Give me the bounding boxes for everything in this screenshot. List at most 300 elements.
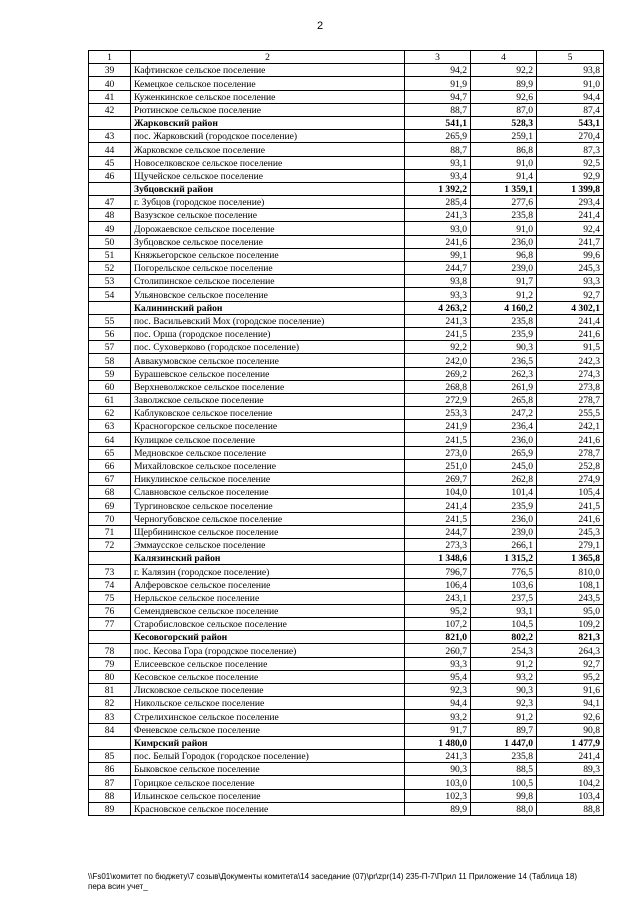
value-col5: 273,8	[537, 380, 604, 393]
row-name: Зубцовское сельское поселение	[131, 235, 405, 248]
value-col5: 103,4	[537, 789, 604, 802]
value-col4: 261,9	[471, 380, 537, 393]
district-row	[89, 552, 604, 565]
row-number: 44	[89, 143, 131, 156]
value-col4: 93,2	[471, 670, 537, 683]
value-col5: 245,3	[537, 262, 604, 275]
row-number: 48	[89, 209, 131, 222]
row-number: 78	[89, 644, 131, 657]
value-col3: 104,0	[405, 486, 471, 499]
table-row	[89, 380, 604, 393]
value-col5: 274,9	[537, 473, 604, 486]
row-name: г. Калязин (городское поселение)	[131, 565, 405, 578]
table-row	[89, 90, 604, 103]
value-col5: 1 477,9	[537, 736, 604, 749]
value-col4: 88,5	[471, 763, 537, 776]
value-col5: 241,4	[537, 314, 604, 327]
value-col4: 90,3	[471, 684, 537, 697]
value-col5: 241,7	[537, 235, 604, 248]
value-col5: 243,5	[537, 591, 604, 604]
row-number: 54	[89, 288, 131, 301]
row-name: Куженкинское сельское поселение	[131, 90, 405, 103]
value-col5: 90,8	[537, 723, 604, 736]
table-row	[89, 525, 604, 538]
table-row	[89, 776, 604, 789]
row-number: 79	[89, 657, 131, 670]
row-number: 66	[89, 459, 131, 472]
table-row	[89, 327, 604, 340]
value-col3: 89,9	[405, 802, 471, 815]
value-col4: 262,8	[471, 473, 537, 486]
value-col3: 241,5	[405, 512, 471, 525]
row-name: Рютинское сельское поселение	[131, 103, 405, 116]
value-col3: 243,1	[405, 591, 471, 604]
table-row	[89, 143, 604, 156]
row-name: Кесовогорский район	[131, 631, 405, 644]
row-name: пос. Жарковский (городское поселение)	[131, 130, 405, 143]
row-number: 60	[89, 380, 131, 393]
table-row	[89, 710, 604, 723]
value-col4: 93,1	[471, 604, 537, 617]
value-col3: 269,7	[405, 473, 471, 486]
value-col3: 244,7	[405, 262, 471, 275]
row-name: Елисеевское сельское поселение	[131, 657, 405, 670]
value-col5: 278,7	[537, 393, 604, 406]
value-col4: 265,9	[471, 446, 537, 459]
value-col3: 94,7	[405, 90, 471, 103]
row-number: 55	[89, 314, 131, 327]
value-col4: 96,8	[471, 248, 537, 261]
table-row	[89, 209, 604, 222]
row-number	[89, 552, 131, 565]
row-number: 89	[89, 802, 131, 815]
value-col3: 95,2	[405, 604, 471, 617]
value-col3: 253,3	[405, 407, 471, 420]
value-col3: 272,9	[405, 393, 471, 406]
value-col3: 241,3	[405, 749, 471, 762]
value-col5: 245,3	[537, 525, 604, 538]
row-number: 46	[89, 169, 131, 182]
row-name: Верхневолжское сельское поселение	[131, 380, 405, 393]
value-col3: 93,8	[405, 275, 471, 288]
row-name: Черногубовское сельское поселение	[131, 512, 405, 525]
row-number: 68	[89, 486, 131, 499]
value-col3: 821,0	[405, 631, 471, 644]
row-name: Нерльское сельское поселение	[131, 591, 405, 604]
row-number: 62	[89, 407, 131, 420]
budget-table	[88, 50, 604, 816]
table-row	[89, 697, 604, 710]
value-col3: 95,4	[405, 670, 471, 683]
value-col3: 94,4	[405, 697, 471, 710]
table-row	[89, 789, 604, 802]
table-row	[89, 604, 604, 617]
value-col4: 776,5	[471, 565, 537, 578]
row-name: Славновское сельское поселение	[131, 486, 405, 499]
table-header-row	[89, 51, 604, 64]
row-number: 71	[89, 525, 131, 538]
table-row	[89, 169, 604, 182]
row-name: Кулицкое сельское поселение	[131, 433, 405, 446]
table-row	[89, 473, 604, 486]
table-row	[89, 341, 604, 354]
table-row	[89, 103, 604, 116]
value-col4: 88,0	[471, 802, 537, 815]
row-number: 42	[89, 103, 131, 116]
row-number: 73	[89, 565, 131, 578]
value-col5: 92,9	[537, 169, 604, 182]
row-name: Медновское сельское поселение	[131, 446, 405, 459]
value-col4: 91,0	[471, 222, 537, 235]
table-row	[89, 749, 604, 762]
value-col4: 239,0	[471, 525, 537, 538]
value-col5: 91,0	[537, 77, 604, 90]
row-number: 51	[89, 248, 131, 261]
value-col4: 91,2	[471, 288, 537, 301]
value-col5: 92,5	[537, 156, 604, 169]
value-col5: 293,4	[537, 196, 604, 209]
row-name: Лисковское сельское поселение	[131, 684, 405, 697]
value-col3: 273,0	[405, 446, 471, 459]
table-row	[89, 723, 604, 736]
value-col3: 99,1	[405, 248, 471, 261]
value-col3: 93,3	[405, 288, 471, 301]
value-col5: 105,4	[537, 486, 604, 499]
row-name: Никольское сельское поселение	[131, 697, 405, 710]
table-row	[89, 486, 604, 499]
value-col3: 1 392,2	[405, 182, 471, 195]
value-col3: 94,2	[405, 64, 471, 77]
row-name: Щучейское сельское поселение	[131, 169, 405, 182]
row-name: Кесовское сельское поселение	[131, 670, 405, 683]
value-col4: 101,4	[471, 486, 537, 499]
value-col5: 1 365,8	[537, 552, 604, 565]
value-col3: 1 480,0	[405, 736, 471, 749]
value-col4: 91,7	[471, 275, 537, 288]
value-col3: 269,2	[405, 367, 471, 380]
value-col4: 528,3	[471, 116, 537, 129]
row-name: Феневское сельское поселение	[131, 723, 405, 736]
row-name: пос. Кесова Гора (городское поселение)	[131, 644, 405, 657]
table-row	[89, 446, 604, 459]
row-name: Никулинское сельское поселение	[131, 473, 405, 486]
table-row	[89, 433, 604, 446]
value-col5: 91,5	[537, 341, 604, 354]
row-name: Тургиновское сельское поселение	[131, 499, 405, 512]
table-row	[89, 578, 604, 591]
value-col4: 100,5	[471, 776, 537, 789]
value-col3: 92,3	[405, 684, 471, 697]
value-col5: 242,3	[537, 354, 604, 367]
value-col3: 91,9	[405, 77, 471, 90]
row-number: 45	[89, 156, 131, 169]
table-row	[89, 275, 604, 288]
value-col3: 241,3	[405, 314, 471, 327]
value-col3: 541,1	[405, 116, 471, 129]
table-row	[89, 565, 604, 578]
value-col5: 89,3	[537, 763, 604, 776]
row-number: 59	[89, 367, 131, 380]
row-name: Семендяевское сельское поселение	[131, 604, 405, 617]
row-name: Зубцовский район	[131, 182, 405, 195]
value-col3: 241,6	[405, 235, 471, 248]
value-col5: 241,6	[537, 433, 604, 446]
row-number: 75	[89, 591, 131, 604]
table-row	[89, 77, 604, 90]
value-col3: 4 263,2	[405, 301, 471, 314]
table-row	[89, 393, 604, 406]
value-col4: 4 160,2	[471, 301, 537, 314]
row-name: Алферовское сельское поселение	[131, 578, 405, 591]
value-col4: 1 447,0	[471, 736, 537, 749]
value-col4: 254,3	[471, 644, 537, 657]
value-col5: 255,5	[537, 407, 604, 420]
district-row	[89, 116, 604, 129]
row-number: 81	[89, 684, 131, 697]
value-col4: 235,9	[471, 499, 537, 512]
value-col5: 241,4	[537, 749, 604, 762]
row-number: 85	[89, 749, 131, 762]
value-col5: 95,0	[537, 604, 604, 617]
value-col3: 796,7	[405, 565, 471, 578]
value-col4: 92,6	[471, 90, 537, 103]
row-number: 88	[89, 789, 131, 802]
table-row	[89, 354, 604, 367]
district-row	[89, 736, 604, 749]
value-col4: 277,6	[471, 196, 537, 209]
row-number: 74	[89, 578, 131, 591]
value-col4: 104,5	[471, 618, 537, 631]
table-row	[89, 248, 604, 261]
row-name: Жарковское сельское поселение	[131, 143, 405, 156]
row-name: пос. Суховерково (городское поселение)	[131, 341, 405, 354]
table-row	[89, 222, 604, 235]
row-name: пос. Васильевский Мох (городское поселение)	[131, 314, 405, 327]
table-row	[89, 657, 604, 670]
row-name: Красногорское сельское поселение	[131, 420, 405, 433]
row-name: пос. Орша (городское поселение)	[131, 327, 405, 340]
row-number: 58	[89, 354, 131, 367]
value-col3: 241,4	[405, 499, 471, 512]
value-col3: 241,9	[405, 420, 471, 433]
value-col4: 92,2	[471, 64, 537, 77]
value-col3: 103,0	[405, 776, 471, 789]
table-row	[89, 314, 604, 327]
row-number: 52	[89, 262, 131, 275]
value-col4: 239,0	[471, 262, 537, 275]
value-col4: 103,6	[471, 578, 537, 591]
row-name: Жарковский район	[131, 116, 405, 129]
value-col5: 93,3	[537, 275, 604, 288]
value-col5: 543,1	[537, 116, 604, 129]
value-col5: 270,4	[537, 130, 604, 143]
table-row	[89, 644, 604, 657]
header-cell: 2	[131, 51, 405, 64]
value-col3: 106,4	[405, 578, 471, 591]
table-row	[89, 512, 604, 525]
value-col4: 235,8	[471, 314, 537, 327]
value-col5: 95,2	[537, 670, 604, 683]
row-number: 50	[89, 235, 131, 248]
table-row	[89, 499, 604, 512]
row-number: 77	[89, 618, 131, 631]
district-row	[89, 631, 604, 644]
row-number	[89, 301, 131, 314]
value-col3: 241,5	[405, 327, 471, 340]
value-col4: 86,8	[471, 143, 537, 156]
value-col5: 279,1	[537, 538, 604, 551]
table-row	[89, 130, 604, 143]
table-row	[89, 802, 604, 815]
value-col5: 99,6	[537, 248, 604, 261]
value-col3: 273,3	[405, 538, 471, 551]
row-number: 40	[89, 77, 131, 90]
table-row	[89, 670, 604, 683]
header-cell: 5	[537, 51, 604, 64]
value-col4: 89,7	[471, 723, 537, 736]
row-number: 76	[89, 604, 131, 617]
district-row	[89, 182, 604, 195]
value-col5: 4 302,1	[537, 301, 604, 314]
value-col3: 107,2	[405, 618, 471, 631]
value-col3: 268,8	[405, 380, 471, 393]
value-col3: 265,9	[405, 130, 471, 143]
row-name: Калининский район	[131, 301, 405, 314]
row-name: Горицкое сельское поселение	[131, 776, 405, 789]
value-col5: 109,2	[537, 618, 604, 631]
row-number: 57	[89, 341, 131, 354]
value-col4: 1 359,1	[471, 182, 537, 195]
value-col3: 1 348,6	[405, 552, 471, 565]
value-col3: 91,7	[405, 723, 471, 736]
value-col4: 87,0	[471, 103, 537, 116]
value-col5: 92,7	[537, 657, 604, 670]
table-row	[89, 618, 604, 631]
value-col4: 90,3	[471, 341, 537, 354]
row-number: 43	[89, 130, 131, 143]
row-name: Погорельское сельское поселение	[131, 262, 405, 275]
value-col4: 235,9	[471, 327, 537, 340]
row-name: Старобисловское сельское поселение	[131, 618, 405, 631]
row-name: Быковское сельское поселение	[131, 763, 405, 776]
value-col4: 236,0	[471, 512, 537, 525]
row-number: 63	[89, 420, 131, 433]
value-col4: 236,4	[471, 420, 537, 433]
header-cell: 1	[89, 51, 131, 64]
row-name: Аввакумовское сельское поселение	[131, 354, 405, 367]
header-cell: 3	[405, 51, 471, 64]
value-col5: 241,5	[537, 499, 604, 512]
value-col4: 237,5	[471, 591, 537, 604]
table-row	[89, 684, 604, 697]
value-col4: 91,2	[471, 710, 537, 723]
row-number: 41	[89, 90, 131, 103]
row-number	[89, 631, 131, 644]
value-col5: 93,8	[537, 64, 604, 77]
value-col5: 92,6	[537, 710, 604, 723]
value-col3: 241,5	[405, 433, 471, 446]
row-name: г. Зубцов (городское поселение)	[131, 196, 405, 209]
district-row	[89, 301, 604, 314]
row-name: Кимрский район	[131, 736, 405, 749]
value-col3: 88,7	[405, 103, 471, 116]
row-number: 64	[89, 433, 131, 446]
value-col5: 241,4	[537, 209, 604, 222]
value-col5: 94,4	[537, 90, 604, 103]
table-row	[89, 591, 604, 604]
row-name: Бурашевское сельское поселение	[131, 367, 405, 380]
value-col5: 821,3	[537, 631, 604, 644]
table-row	[89, 156, 604, 169]
value-col5: 278,7	[537, 446, 604, 459]
value-col5: 92,7	[537, 288, 604, 301]
value-col4: 235,8	[471, 749, 537, 762]
table-row	[89, 420, 604, 433]
value-col3: 244,7	[405, 525, 471, 538]
row-number: 87	[89, 776, 131, 789]
table-row	[89, 407, 604, 420]
value-col3: 88,7	[405, 143, 471, 156]
row-number: 53	[89, 275, 131, 288]
value-col3: 90,3	[405, 763, 471, 776]
table-row	[89, 538, 604, 551]
row-number	[89, 736, 131, 749]
table-row	[89, 459, 604, 472]
value-col5: 108,1	[537, 578, 604, 591]
value-col3: 93,2	[405, 710, 471, 723]
table-row	[89, 763, 604, 776]
value-col3: 92,2	[405, 341, 471, 354]
value-col5: 88,8	[537, 802, 604, 815]
value-col4: 265,8	[471, 393, 537, 406]
file-path-footer	[88, 872, 628, 892]
row-number: 65	[89, 446, 131, 459]
row-name: Калязинский район	[131, 552, 405, 565]
value-col3: 102,3	[405, 789, 471, 802]
footer-path-line: \\Fs01\комитет по бюджету\7 созыв\Документы комитета\14 заседание (07)\pr\zpr(14) 235-П-7\Прил 11 Приложение 14 (Таблица 18)	[88, 872, 577, 881]
value-col4: 91,2	[471, 657, 537, 670]
table-row	[89, 64, 604, 77]
row-number: 84	[89, 723, 131, 736]
value-col4: 247,2	[471, 407, 537, 420]
row-name: Щербининское сельское поселение	[131, 525, 405, 538]
value-col5: 241,6	[537, 512, 604, 525]
table-row	[89, 262, 604, 275]
value-col4: 236,0	[471, 235, 537, 248]
value-col3: 241,3	[405, 209, 471, 222]
row-name: Столипинское сельское поселение	[131, 275, 405, 288]
table-row	[89, 288, 604, 301]
value-col5: 274,3	[537, 367, 604, 380]
row-number: 86	[89, 763, 131, 776]
value-col3: 285,4	[405, 196, 471, 209]
row-number: 56	[89, 327, 131, 340]
value-col3: 93,0	[405, 222, 471, 235]
row-number: 72	[89, 538, 131, 551]
row-number: 67	[89, 473, 131, 486]
value-col5: 87,4	[537, 103, 604, 116]
value-col5: 810,0	[537, 565, 604, 578]
row-number: 69	[89, 499, 131, 512]
row-name: Стрелихинское сельское поселение	[131, 710, 405, 723]
row-name: Эммаусское сельское поселение	[131, 538, 405, 551]
header-cell: 4	[471, 51, 537, 64]
footer-note-line: пера всин учет_	[88, 882, 148, 891]
value-col4: 89,9	[471, 77, 537, 90]
table-row	[89, 367, 604, 380]
value-col5: 87,3	[537, 143, 604, 156]
value-col3: 93,3	[405, 657, 471, 670]
